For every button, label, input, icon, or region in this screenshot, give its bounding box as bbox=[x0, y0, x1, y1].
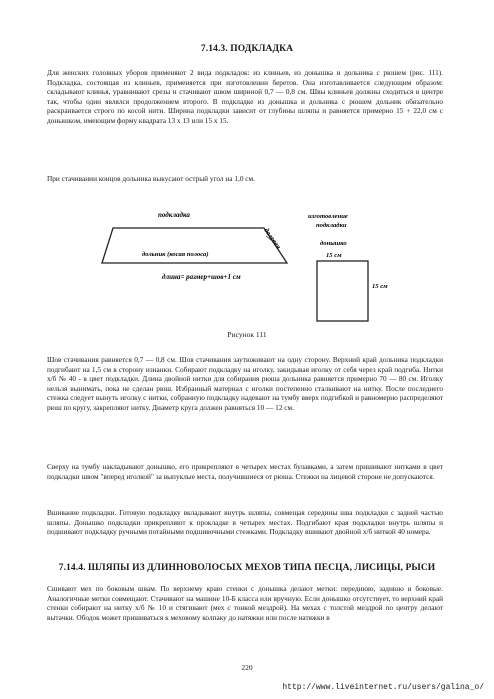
label-izgotovlenie: изготовление bbox=[308, 213, 348, 220]
label-dolnik: дольник (косая полоса) bbox=[142, 251, 209, 258]
paragraph-fur-sewing: Сшивают мех по боковым швам. По верхнему краю стенки с донышка делают метки: переднюю, заднюю и боковые. Аналогичные метки совмещают. Стачивают на машине 10-Б класса или вручную. Если донышко отсутствует, то верхний край стенки собирают на нитку х/б № 10 и стягивают (мех с тонкой мездрой). На мехах с толстой мездрой по центру делают вытачки. Ободок может пришиваться к меховому колпаку до натяжки или после натяжки в bbox=[47, 584, 443, 622]
label-15cm-top: 15 см bbox=[326, 252, 342, 259]
paragraph-lining-types: Для женских головных уборов применяют 2 вида подкладок: из клиньев, из донышка и дольника с рюшем (рис. 111). Подкладка, состоящая из клиньев, применяется при изготовлении беретов. Она изготавливается следующим образом: складывают клинья, уравнивают срезы и стачивают швом шириной 0,7 — 0,8 см. Швы клиньев должны сходиться в центре так, чтобы один являлся продолжением второго. В подкладке из донышка и дольника с рюшем дольник обязательно раскраивается строго по косой нити. Ширина подкладки зависит от глубины шляпы и равняется примерно 15 + 22,0 см с донышком, имеющим форму квадрата 13 х 13 или 15 х 15. bbox=[47, 68, 443, 125]
section-heading-podkladka: 7.14.3. ПОДКЛАДКА bbox=[200, 44, 294, 54]
paragraph-seam-gathering: Шов стачивания равняется 0,7 — 0,8 см. Шов стачивания заутюживают на одну сторону. Верхний край дольника подкладки подгибают на 1,5 см в сторону изнанки. Собирают подкладку на иголку, закидывая иголку от себя через край подгиба. Нитки х/б № 40 - в цвет подкладки. Длина двойной нитки для собирания рюша дольника равняется примерно 70 — 80 см. Иголку нельзя вынимать, пока не сделан рюш. Избранный материал с иголки постепенно сталкивают на нитку. После последнего стежка следует вынуть иголку с нитки, собранную подкладку надевают на тумбу вверх подгибкой и равномерно распределяют рюш по кругу, закрепляют нитку. Диаметр круга должен равняться 10 — 12 см. bbox=[47, 355, 443, 412]
figure-caption: Рисунок 111 bbox=[227, 330, 267, 339]
paragraph-corner-cut: При стачивании концов дольника выкусают острый угол на 1,0 см. bbox=[47, 174, 255, 183]
source-url-watermark[interactable]: http://www.liveinternet.ru/users/galina_o/ bbox=[282, 683, 484, 692]
page-number: 220 bbox=[241, 663, 253, 672]
label-dlina: длина= размер+шов+1 см bbox=[162, 273, 241, 281]
paragraph-lining-insertion: Вшивание подкладки. Готовую подкладку вкладывают внутрь шляпы, совмещая середины шва подкладки с задней частью шляпы. Донышко подкладки прикрепляют к прокладке в четырех местах. Подгибают края подкладки внутрь шляпы и подшивают подкладку ручными потайными подшивочными стежками. Подкладку вшивают двойной х/б ниткой 40 номера. bbox=[47, 508, 443, 537]
label-podkladka: подкладка bbox=[158, 211, 190, 219]
label-dolevaya: долевая bbox=[262, 226, 283, 251]
figure-111-diagram bbox=[80, 200, 400, 340]
label-podkladki: подкладки bbox=[316, 222, 347, 229]
label-donyshko: донышко bbox=[320, 240, 347, 247]
paragraph-crown-attach: Сверху на тумбу накладывают донышко, его прикрепляют в четырех местах булавками, а затем пришивают нитками в цвет подкладки швом "вперед иголкой" за выпуклые места, получившиеся от рюша. Стежки на лицевой стороне не допускаются. bbox=[47, 462, 443, 481]
label-15cm-side: 15 см bbox=[372, 283, 388, 290]
section-heading-fur-hats: 7.14.4. ШЛЯПЫ ИЗ ДЛИННОВОЛОСЫХ МЕХОВ ТИПА ПЕСЦА, ЛИСИЦЫ, РЫСИ bbox=[58, 563, 436, 573]
donyshko-square bbox=[317, 261, 368, 321]
